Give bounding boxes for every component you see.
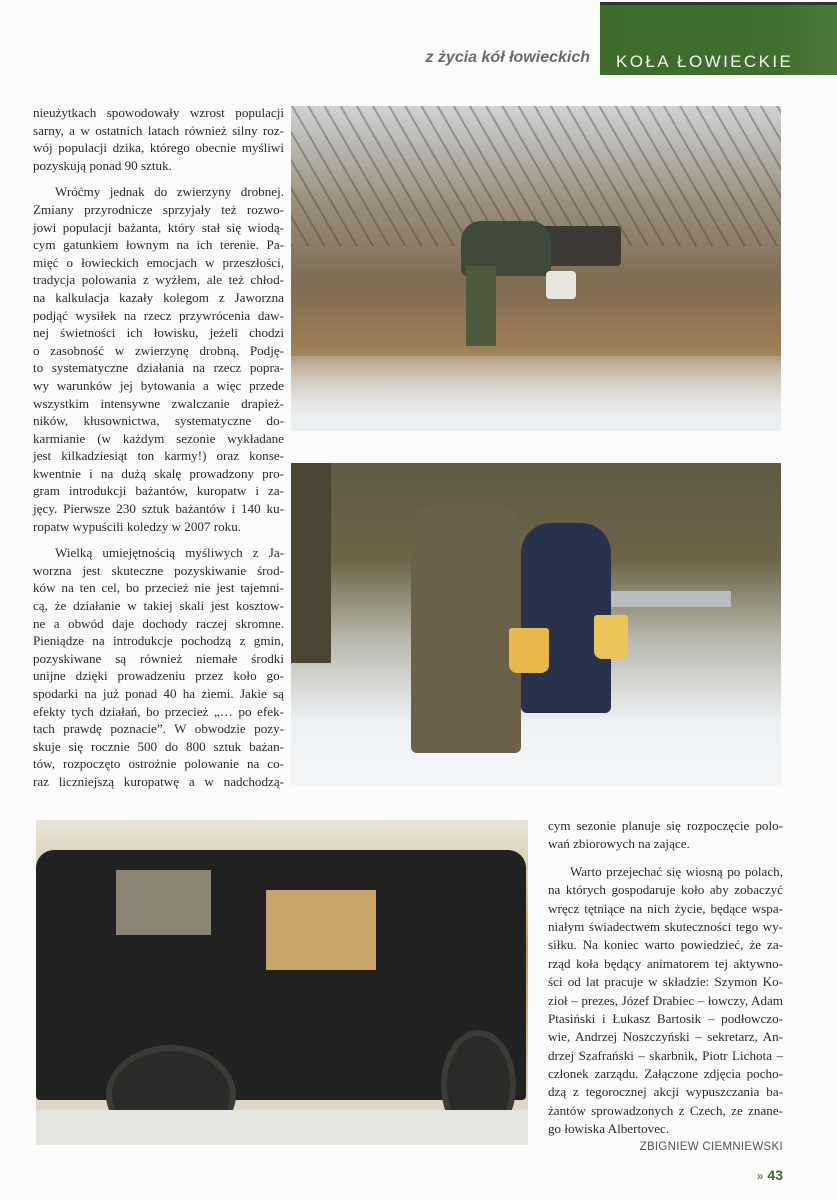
text-line: pozyskują ponad 90 sztuk. <box>33 157 172 173</box>
text-line: go łowiska Albertovec. <box>548 1121 670 1137</box>
text-line: nieużytkach spowodowały wzrost populacji <box>33 105 284 120</box>
text-line: cym gatunkiem łownym na ich terenie. Pa- <box>33 237 284 253</box>
text-line: Warto przejechać się wiosną po polach, <box>570 863 783 879</box>
photo-men-carrying-feed <box>291 463 781 786</box>
photo-offroad-vehicle <box>36 820 528 1145</box>
text-line: zioł – prezes, Józef Drabiec – łowczy, Adam <box>548 992 783 1008</box>
text-line: tach prawdę poznacie”. W obwodzie pozy- <box>33 721 284 737</box>
text-column-left <box>33 104 284 800</box>
text-line: wie, Andrzej Noszczyński – sekretarz, An- <box>548 1029 783 1045</box>
text-line: dzą z tegorocznej akcji wypuszczania ba- <box>548 1084 783 1100</box>
text-line: tów, rozpoczęto ostrożnie polowanie na co- <box>33 756 284 772</box>
page-number <box>700 1167 783 1183</box>
text-line: Zmiany przyrodnicze sprzyjały też rozwo- <box>33 201 284 217</box>
text-line: mięć o łowieckich emocjach w przeszłości, <box>33 254 284 270</box>
text-line: ków na ten cel, bo przecież nie jest tajemni- <box>33 580 284 596</box>
text-line: pozyskiwane są również niemałe środki <box>33 650 284 666</box>
text-line: o zasobność w zwierzynę drobną. Podję- <box>33 342 284 358</box>
text-line: Wróćmy jednak do zwierzyny drobnej. <box>55 184 284 200</box>
text-line: nej świetności ich łowisku, jeżeli chodzi <box>33 325 284 341</box>
text-line: ści od lat pracuje w składzie: Szymon Ko- <box>548 974 783 990</box>
paragraph <box>33 544 284 790</box>
text-column-right <box>548 817 783 1148</box>
text-line: raz liczniejszą kuropatwę a w nadchodzą- <box>33 773 284 789</box>
section-title: KOŁA ŁOWIECKIE <box>616 52 794 71</box>
text-line: wręcz tętniące na nich życie, będące wspa- <box>548 900 783 916</box>
text-line: ropatw wypuścili koledzy w 2007 roku. <box>33 518 242 534</box>
text-line: wszystkim intensywne zwalczanie drapież- <box>33 395 284 411</box>
text-line: członek zarządu. Załączone zdjęcia pocho- <box>548 1066 783 1082</box>
text-line: ne a obwód daje dochody raczej skromne. <box>33 615 284 631</box>
text-line: efekty tych działań, bo przecież „… po efek- <box>33 703 284 719</box>
text-line: kwentnie i na dużą skalę prowadzony pro- <box>33 465 284 481</box>
text-line: cą, że działanie w takiej skali jest kosztow- <box>33 598 284 614</box>
paragraph <box>33 183 284 535</box>
text-line: siłku. Na koniec warto powiedzieć, że za- <box>548 937 783 953</box>
text-line: tradycja polowania z wyżłem, ale też chłod- <box>33 272 284 288</box>
section-subtitle: z życia kół łowieckich <box>425 49 590 66</box>
paragraph <box>33 104 284 174</box>
page-number-value: 43 <box>767 1167 783 1183</box>
text-line: spodarki na już ponad 40 ha ziemi. Jakie są <box>33 686 284 701</box>
text-line: na których gospodaruje koło aby zobaczyć <box>548 882 783 898</box>
text-line: wy warunków jej bytowania a więc przede <box>33 377 284 393</box>
text-line: worzna jest skuteczne pozyskiwanie środ- <box>33 562 284 578</box>
text-line: gram introdukcji bażantów, kuropatw i za- <box>33 483 284 499</box>
text-line: wój populacji dzika, którego obecnie myśliwi <box>33 140 284 156</box>
arrow-icon: » <box>756 1169 764 1183</box>
text-line: jest kilkadziesiąt ton karmy!) oraz konse- <box>33 448 284 464</box>
text-line: skuje się rocznie 500 do 800 sztuk bażan- <box>33 738 284 754</box>
paragraph <box>548 863 783 1139</box>
section-title-banner <box>600 2 837 75</box>
photo-feeding-station <box>291 106 781 431</box>
text-line: sarny, a w ostatnich latach również silny roz- <box>33 122 284 138</box>
text-line: to systematyczne działania na rzecz popra- <box>33 360 284 376</box>
text-line: Pieniądze na introdukcje pochodzą z gmin, <box>33 633 284 649</box>
author-byline: ZBIGNIEW CIEMNIEWSKI <box>639 1141 783 1153</box>
text-line: żantów sprowadzonych z Czech, ze znane- <box>548 1102 783 1118</box>
text-line: jęcy. Pierwsze 230 sztuk bażantów i 140 ku- <box>33 501 284 517</box>
text-line: Wielką umiejętnością myśliwych z Ja- <box>55 545 284 561</box>
text-line: karmianie (w każdym sezonie wykładane <box>33 430 284 446</box>
text-line: Ptasiński i Łukasz Bartosik – podłowczo- <box>548 1010 783 1026</box>
text-line: podjąć wysiłek na rzecz przywrócenia daw- <box>33 307 284 323</box>
text-line: na kalkulacja kazały kolegom z Jaworzna <box>33 289 284 305</box>
text-line: rząd koła będący animatorem tej aktywno- <box>548 955 783 971</box>
text-line: wań zbiorowych na zające. <box>548 836 690 852</box>
text-line: ników, kłusownictwa, systematyczne do- <box>33 413 284 429</box>
text-line: drzej Szafrański – skarbnik, Piotr Lichota – <box>548 1047 783 1063</box>
text-line: jowi populacji bażanta, który stał się wiodą- <box>33 219 284 235</box>
paragraph <box>548 817 783 854</box>
text-line: unijne dzięki prowadzeniu przez koło go- <box>33 668 284 684</box>
text-line: cym sezonie planuje się rozpoczęcie polo- <box>548 818 783 833</box>
text-line: niałym świadectwem skuteczności tego wy- <box>548 918 783 934</box>
